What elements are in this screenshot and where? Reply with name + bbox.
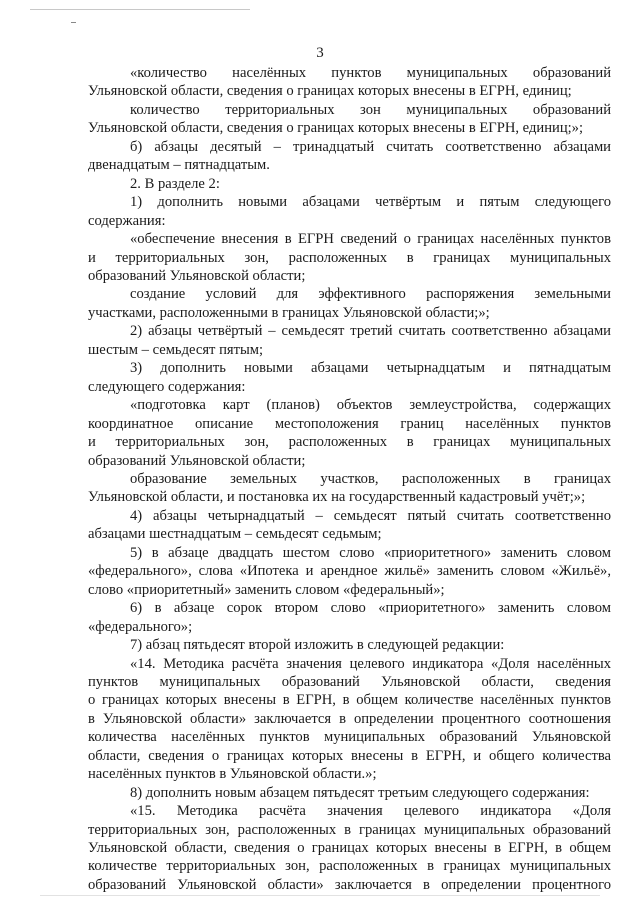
text-line: 7) абзац пятьдесят второй изложить в следующей редакции: — [130, 637, 505, 654]
document-body — [88, 64, 611, 894]
text-line: «федерального», слова «Ипотека и арендное жильё» заменить словом «Жильё», — [88, 563, 611, 580]
text-line: координатное описание местоположения границ населённых пунктов — [88, 415, 611, 432]
text-line: «количество населённых пунктов муниципальных образований — [130, 65, 611, 81]
text-line: образований Ульяновской области; — [88, 452, 306, 469]
text-line: Ульяновской области, сведения о границах которых внесены в ЕГРН, в общем — [88, 840, 611, 857]
text-line: и территориальных зон, расположенных в границах муниципальных — [88, 249, 611, 266]
text-line: Ульяновской области, и постановка их на государственный кадастровый учёт;»; — [88, 489, 586, 506]
text-line: б) абзацы десятый – тринадцатый считать соответственно абзацами — [130, 138, 611, 155]
text-line: образований Ульяновской области; — [88, 267, 306, 284]
text-line: 3) дополнить новыми абзацами четырнадцатым и пятнадцатым — [130, 360, 611, 377]
text-line: населённых пунктов в Ульяновской области.»; — [88, 766, 377, 783]
text-line: о границах которых внесены в ЕГРН, в общем количестве населённых пунктов — [88, 692, 611, 709]
text-line: 5) в абзаце двадцать шестом слово «приоритетного» заменить словом — [130, 544, 611, 561]
text-line: территориальных зон, расположенных в границах муниципальных образований — [88, 821, 611, 838]
text-line: «15. Методика расчёта значения целевого индикатора «Доля — [130, 803, 611, 820]
text-line: участками, расположенными в границах Ульяновской области;»; — [88, 304, 490, 321]
text-line: 6) в абзаце сорок втором слово «приоритетного» заменить словом — [130, 600, 611, 617]
text-line: 2. В разделе 2: — [130, 175, 220, 192]
text-line: образований Ульяновской области» заключается в определении процентного — [88, 876, 611, 893]
text-line: шестым – семьдесят пятым; — [88, 341, 264, 358]
text-line: «федерального»; — [88, 618, 193, 635]
text-line: и территориальных зон, расположенных в границах муниципальных — [88, 434, 611, 451]
text-line: 1) дополнить новыми абзацами четвёртым и пятым следующего — [130, 194, 611, 211]
text-line: Ульяновской области, сведения о границах которых внесены в ЕГРН, единиц; — [88, 83, 572, 100]
scan-artifact — [40, 895, 600, 896]
text-line: следующего содержания: — [88, 378, 246, 395]
text-line: «обеспечение внесения в ЕГРН сведений о границах населённых пунктов — [130, 231, 611, 248]
text-line: образование земельных участков, расположенных в границах — [130, 470, 611, 487]
text-line: создание условий для эффективного распоряжения земельными — [130, 286, 611, 303]
text-line: количество территориальных зон муниципальных образований — [130, 101, 611, 118]
text-line: пунктов муниципальных образований Ульяновской области, сведения — [88, 673, 611, 690]
text-line: абзацами шестнадцатым – семьдесят седьмым; — [88, 526, 382, 543]
text-line: количества населённых пунктов муниципальных образований Ульяновской — [88, 729, 611, 746]
text-line: «14. Методика расчёта значения целевого индикатора «Доля населённых — [130, 655, 611, 672]
text-line: Ульяновской области, сведения о границах которых внесены в ЕГРН, единиц;»; — [88, 120, 584, 137]
text-line: области, сведения о границах которых внесены в ЕГРН, и общего количества — [88, 747, 611, 764]
text-line: содержания: — [88, 212, 166, 229]
text-line: двенадцатым – пятнадцатым. — [88, 157, 270, 174]
text-line: в Ульяновской области» заключается в определении процентного соотношения — [88, 710, 611, 727]
text-line: количестве территориальных зон, расположенных в границах муниципальных — [88, 858, 611, 875]
text-line: 2) абзацы четвёртый – семьдесят третий считать соответственно абзацами — [130, 323, 611, 340]
text-line: 4) абзацы четырнадцатый – семьдесят пятый считать соответственно — [130, 507, 611, 524]
page-number: 3 — [316, 45, 324, 61]
scan-artifact — [71, 22, 76, 23]
text-line: 8) дополнить новым абзацем пятьдесят третьим следующего содержания: — [130, 784, 590, 801]
scan-artifact — [30, 9, 250, 10]
text-line: «подготовка карт (планов) объектов землеустройства, содержащих — [130, 397, 611, 414]
text-line: слово «приоритетный» заменить словом «федеральный»; — [88, 581, 445, 598]
